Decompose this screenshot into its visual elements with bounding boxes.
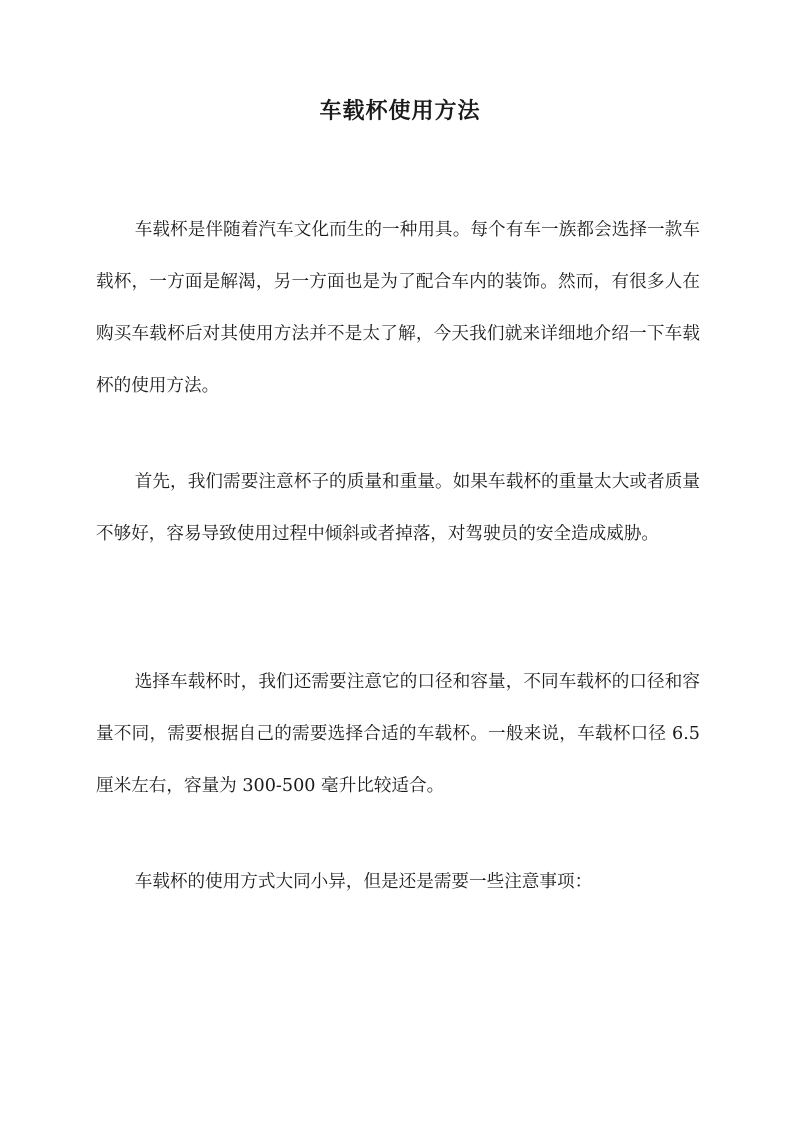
paragraph-usage-notes: 车载杯的使用方式大同小异，但是还是需要一些注意事项： [134, 872, 593, 892]
document-title: 车载杯使用方法 [319, 98, 481, 124]
paragraph-intro: 车载杯是伴随着汽车文化而生的一种用具。每个有车一族都会选择一款车载杯，一方面是解渴，另一方面也是为了配合车内的装饰。然而，有很多人在购买车载杯后对其使用方法并不是太了解，今天我们就来详细地介绍一下车载杯的使用方法。 [96, 220, 700, 396]
paragraph-diameter-capacity: 选择车载杯时，我们还需要注意它的口径和容量，不同车载杯的口径和容量不同，需要根据自己的需要选择合适的车载杯。一般来说，车载杯口径 6.5 厘米左右，容量为 300-500 毫升比较适合。 [96, 672, 700, 796]
paragraph-quality-weight: 首先，我们需要注意杯子的质量和重量。如果车载杯的重量太大或者质量不够好，容易导致使用过程中倾斜或者掉落，对驾驶员的安全造成威胁。 [96, 472, 700, 544]
